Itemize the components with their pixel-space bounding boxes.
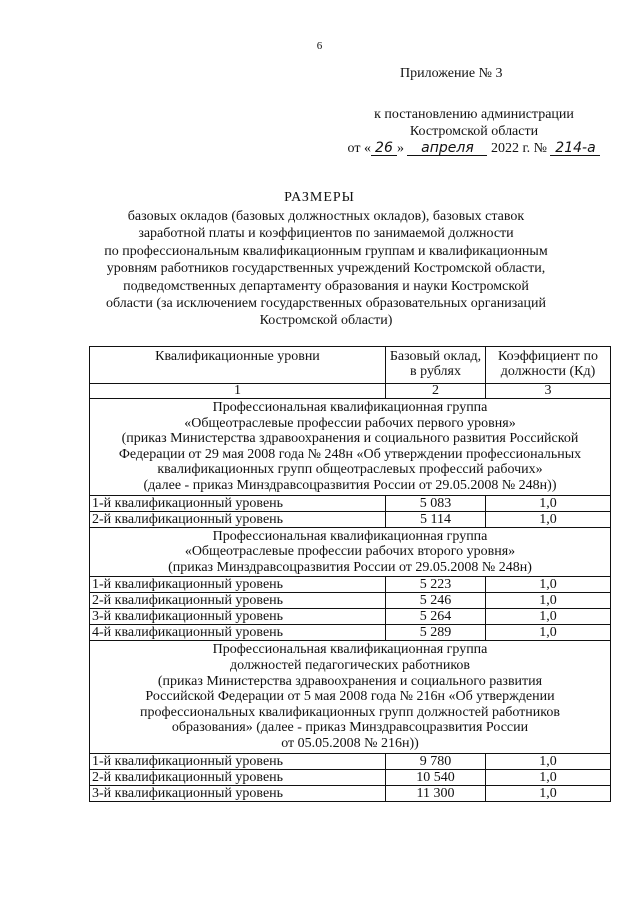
table-row	[90, 625, 611, 641]
subtitle-line: заработной платы и коэффициентов по занимаемой должности	[138, 226, 514, 242]
table-row	[90, 609, 611, 625]
level-cell: 3-й квалификационный уровень	[90, 785, 386, 801]
group-header-row	[90, 641, 611, 753]
level-cell: 1-й квалификационный уровень	[90, 577, 386, 593]
salary-table	[89, 346, 611, 802]
group-heading	[90, 527, 611, 577]
group-heading-line: квалификационных групп общеотраслевых профессий рабочих»	[157, 462, 543, 478]
column-number: 1	[90, 384, 386, 399]
page-number: 6	[316, 40, 323, 52]
appendix-label: Приложение № 3	[400, 66, 503, 81]
group-heading-line: Профессиональная квалификационная группа	[212, 400, 488, 415]
document-title: РАЗМЕРЫ	[284, 190, 355, 205]
group-heading	[90, 641, 611, 753]
group-heading-line: от 05.05.2008 № 216н))	[281, 735, 419, 751]
group-heading-line: Российской Федерации от 5 мая 2008 года № 216н «Об утверждении	[145, 689, 555, 705]
decree-dateline	[336, 140, 612, 157]
table-row	[90, 593, 611, 609]
group-heading-line: профессиональных квалификационных групп должностей работников	[140, 704, 560, 720]
table-row	[90, 511, 611, 527]
salary-cell: 9 780	[386, 753, 486, 769]
salary-cell: 5 114	[386, 511, 486, 527]
group-heading-line: (приказ Минздравсоцразвития России от 29.05.2008 № 248н)	[168, 559, 532, 575]
subtitle-line: уровням работников государственных учреждений Костромской области,	[106, 261, 546, 277]
coefficient-cell: 1,0	[486, 625, 611, 641]
group-heading-line: (приказ Министерства здравоохранения и социального развития	[157, 673, 543, 689]
level-cell: 2-й квалификационный уровень	[90, 593, 386, 609]
header-levels: Квалификационные уровни	[90, 347, 386, 384]
group-heading-line: Профессиональная квалификационная группа	[212, 642, 488, 658]
table-row	[90, 769, 611, 785]
subtitle-line: Костромской области)	[259, 313, 393, 329]
header-coefficient: Коэффициент по должности (Кд)	[486, 347, 611, 384]
group-heading-line: Федерации от 29 мая 2008 года № 248н «Об утверждении профессиональных	[118, 446, 582, 462]
group-header-row	[90, 399, 611, 496]
coefficient-cell: 1,0	[486, 769, 611, 785]
coefficient-cell: 1,0	[486, 593, 611, 609]
coefficient-cell: 1,0	[486, 609, 611, 625]
subtitle-line: области (за исключением государственных образовательных организаций	[106, 296, 546, 312]
level-cell: 1-й квалификационный уровень	[90, 753, 386, 769]
group-heading-line: «Общеотраслевые профессии рабочих первого уровня»	[184, 415, 516, 431]
table-header-row	[90, 347, 611, 384]
coefficient-cell: 1,0	[486, 511, 611, 527]
decree-number: 214-а	[550, 141, 600, 156]
level-cell: 2-й квалификационный уровень	[90, 769, 386, 785]
header-salary: Базовый оклад, в рублях	[386, 347, 486, 384]
decree-reference	[336, 106, 612, 157]
document-subtitle	[76, 208, 576, 330]
salary-cell: 5 289	[386, 625, 486, 641]
salary-cell: 5 246	[386, 593, 486, 609]
group-header-row	[90, 527, 611, 577]
table-row	[90, 785, 611, 801]
salary-cell: 5 264	[386, 609, 486, 625]
column-number-row	[90, 384, 611, 399]
coefficient-cell: 1,0	[486, 495, 611, 511]
decree-month: апреля	[407, 141, 487, 156]
coefficient-cell: 1,0	[486, 577, 611, 593]
table-row	[90, 753, 611, 769]
table-row	[90, 495, 611, 511]
salary-cell: 10 540	[386, 769, 486, 785]
group-heading-line: образования» (далее - приказ Минздравсоцразвития России	[171, 720, 529, 736]
level-cell: 3-й квалификационный уровень	[90, 609, 386, 625]
group-heading-line: должностей педагогических работников	[229, 657, 471, 673]
subtitle-line: подведомственных департаменту образования и науки Костромской	[123, 278, 529, 294]
coefficient-cell: 1,0	[486, 753, 611, 769]
salary-cell: 5 223	[386, 577, 486, 593]
subtitle-line: базовых окладов (базовых должностных окладов), базовых ставок	[127, 209, 525, 224]
decree-day: 26	[371, 141, 397, 156]
group-heading	[90, 399, 611, 496]
group-heading-line: Профессиональная квалификационная группа	[212, 528, 488, 544]
table-row	[90, 577, 611, 593]
decree-prefix: от «	[347, 141, 371, 156]
decree-year: 2022 г. №	[490, 141, 547, 156]
level-cell: 4-й квалификационный уровень	[90, 625, 386, 641]
group-heading-line: «Общеотраслевые профессии рабочих второго уровня»	[184, 544, 516, 560]
level-cell: 2-й квалификационный уровень	[90, 511, 386, 527]
column-number: 3	[486, 384, 611, 399]
decree-line-1: к постановлению администрации	[374, 107, 574, 122]
level-cell: 1-й квалификационный уровень	[90, 495, 386, 511]
subtitle-line: по профессиональным квалификационным группам и квалификационным	[104, 243, 548, 259]
salary-cell: 5 083	[386, 495, 486, 511]
group-heading-line: (приказ Министерства здравоохранения и социального развития Российской	[121, 431, 579, 447]
decree-mid: »	[396, 141, 404, 156]
coefficient-cell: 1,0	[486, 785, 611, 801]
decree-line-2: Костромской области	[409, 124, 539, 139]
salary-cell: 11 300	[386, 785, 486, 801]
group-heading-line: (далее - приказ Минздравсоцразвития России от 29.05.2008 № 248н))	[143, 477, 557, 493]
column-number: 2	[386, 384, 486, 399]
